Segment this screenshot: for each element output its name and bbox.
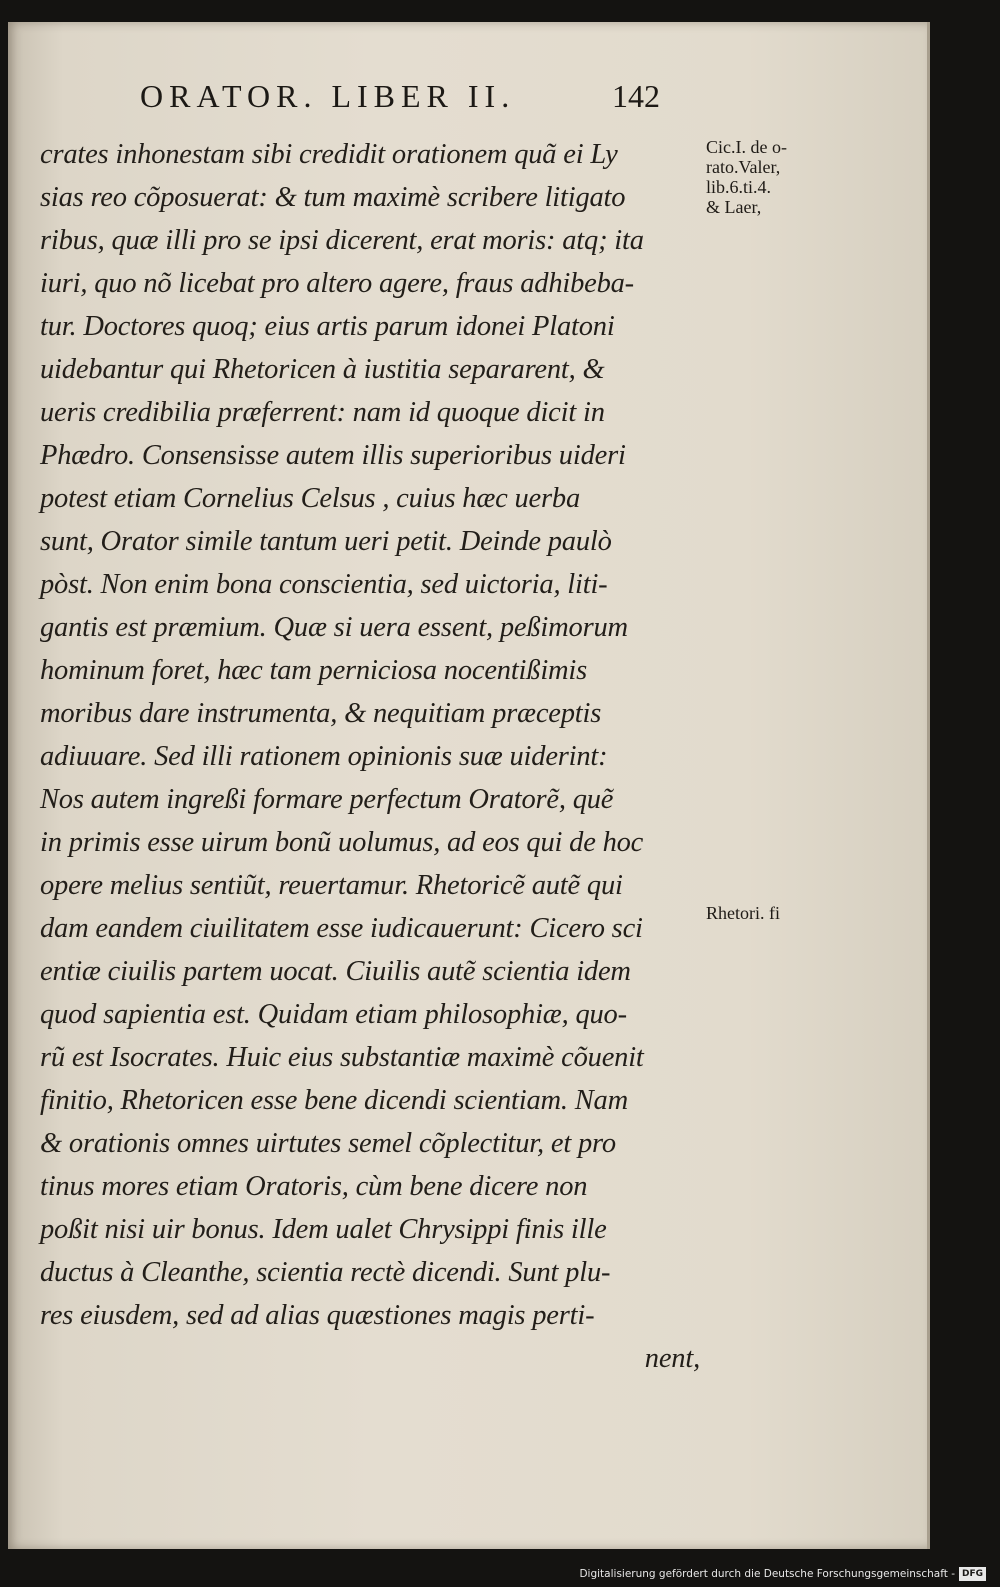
text-line: Nos autem ingreßi formare perfectum Oratorẽ, quẽ — [40, 784, 614, 815]
text-line: dam eandem ciuilitatem esse iudicauerunt: Cicero sci — [40, 913, 643, 944]
dfg-logo-icon: DFG — [959, 1567, 986, 1581]
text-line: moribus dare instrumenta, & nequitiam præceptis — [40, 698, 602, 729]
margin-note-rhetorica — [706, 903, 780, 923]
text-line: tur. Doctores quoq; eius artis parum idonei Platoni — [40, 311, 615, 342]
text-line: gantis est præmium. Quæ si uera essent, peßimorum — [40, 612, 628, 643]
margin-note-line: Rhetori. fi — [706, 903, 780, 923]
text-line: sias reo cõposuerat: & tum maximè scribere litigato — [40, 182, 626, 213]
margin-note-line: Cic.I. de o- — [706, 137, 787, 157]
footer-credit: Digitalisierung gefördert durch die Deutsche Forschungsgemeinschaft - — [579, 1568, 955, 1580]
text-line: iuri, quo nõ licebat pro altero agere, fraus adhibeba- — [40, 268, 634, 299]
margin-note-line: rato.Valer, — [706, 157, 781, 177]
text-line: ribus, quæ illi pro se ipsi dicerent, erat moris: atq; ita — [40, 225, 644, 256]
text-line: sunt, Orator simile tantum ueri petit. Deinde paulò — [40, 526, 612, 557]
margin-note-line: lib.6.ti.4. — [706, 177, 772, 197]
text-line: pòst. Non enim bona conscientia, sed uictoria, liti- — [40, 569, 608, 600]
text-line: quod sapientia est. Quidam etiam philosophiæ, quo- — [40, 999, 627, 1030]
text-line: entiæ ciuilis partem uocat. Ciuilis autẽ scientia idem — [40, 956, 631, 987]
text-line: adiuuare. Sed illi rationem opinionis suæ uiderint: — [40, 741, 608, 772]
text-line: tinus mores etiam Oratoris, cùm bene dicere non — [40, 1171, 588, 1202]
catchword: nent, — [644, 1343, 700, 1374]
running-head: ORATOR. LIBER II. — [140, 78, 516, 114]
text-line: in primis esse uirum bonũ uolumus, ad eos qui de hoc — [40, 827, 644, 858]
text-line: ductus à Cleanthe, scientia rectè dicendi. Sunt plu- — [40, 1257, 611, 1288]
text-line: uidebantur qui Rhetoricen à iustitia separarent, & — [40, 354, 605, 385]
text-line: rũ est Isocrates. Huic eius substantiæ maximè cõuenit — [40, 1042, 644, 1073]
text-line: & orationis omnes uirtutes semel cõplectitur, et pro — [40, 1128, 616, 1159]
body-text — [40, 133, 700, 1380]
text-line: poßit nisi uir bonus. Idem ualet Chrysippi finis ille — [40, 1214, 607, 1245]
page-edge — [927, 22, 930, 1549]
page-number: 142 — [612, 78, 660, 114]
text-line: finitio, Rhetoricen esse bene dicendi scientiam. Nam — [40, 1085, 628, 1116]
margin-note-line: & Laer, — [706, 197, 762, 217]
digitization-footer — [579, 1565, 986, 1583]
text-line: opere melius sentiũt, reuertamur. Rhetoricẽ autẽ qui — [40, 870, 623, 901]
text-line: potest etiam Cornelius Celsus , cuius hæc uerba — [40, 483, 580, 514]
text-line: hominum foret, hæc tam perniciosa nocentißimis — [40, 655, 588, 686]
text-line: ueris credibilia præferrent: nam id quoque dicit in — [40, 397, 605, 428]
text-line: crates inhonestam sibi credidit orationem quã ei Ly — [40, 139, 618, 170]
text-line: res eiusdem, sed ad alias quæstiones magis perti- — [40, 1300, 595, 1331]
text-line: Phædro. Consensisse autem illis superioribus uideri — [40, 440, 626, 471]
margin-note-citation — [706, 137, 787, 217]
